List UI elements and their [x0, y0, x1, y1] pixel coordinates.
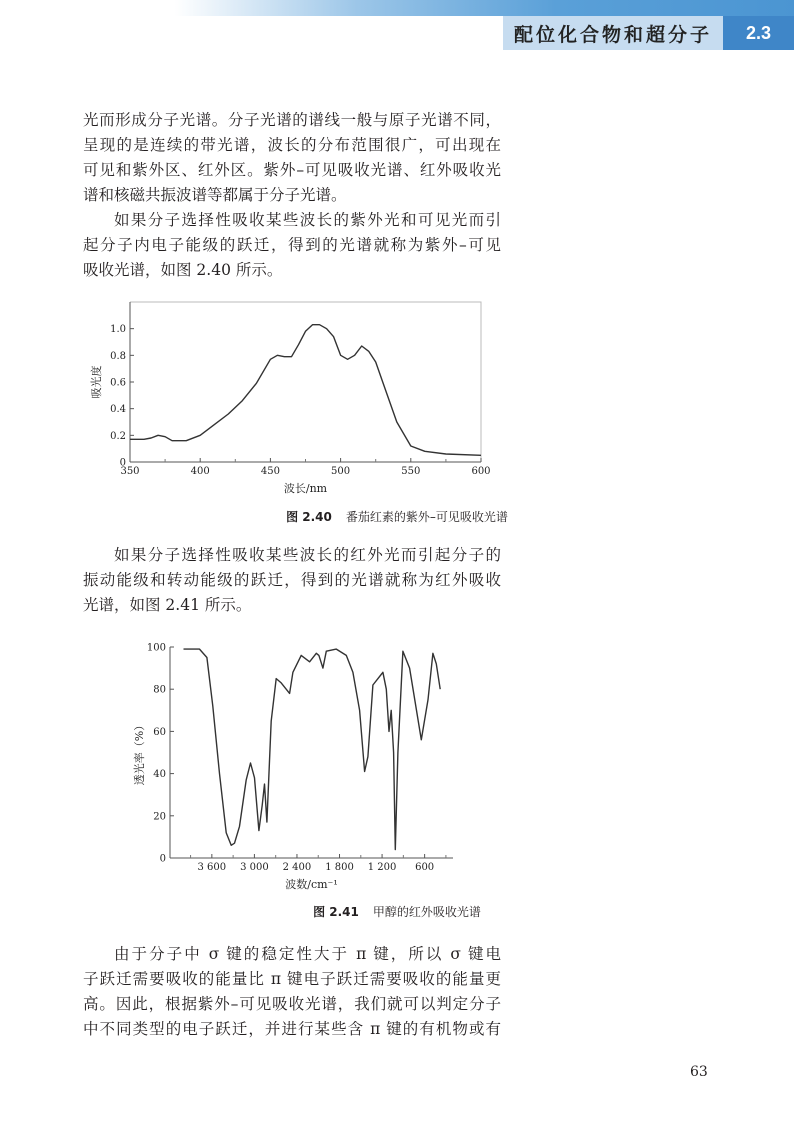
figure-number: 图 2.40 [286, 510, 332, 524]
text-line: 吸收光谱，如图 2.40 所示。 [83, 261, 283, 279]
text-line: 可见和紫外区、红外区。紫外–可见吸收光谱、红外吸收光 [83, 161, 501, 179]
x-tick-label: 2 400 [282, 862, 312, 873]
text-line: 子跃迁需要吸收的能量比 π 键电子跃迁需要吸收的能量更 [83, 970, 501, 988]
x-tick-label: 350 [120, 466, 140, 477]
page-number: 63 [690, 1064, 708, 1080]
x-tick-label: 1 200 [367, 862, 397, 873]
x-tick-label: 600 [415, 862, 435, 873]
x-tick-label: 450 [260, 466, 280, 477]
chapter-title: 配位化合物和超分子 [503, 16, 723, 50]
figure-title: 番茄红素的紫外–可见吸收光谱 [345, 510, 508, 524]
y-tick-label: 100 [146, 642, 166, 654]
x-tick-label: 3 000 [240, 862, 269, 873]
paragraph-4 [83, 942, 501, 1042]
y-tick-label: 0.4 [110, 404, 126, 416]
y-tick-label: 0 [159, 853, 166, 865]
y-tick-label: 1.0 [110, 324, 126, 336]
y-tick-label: 20 [153, 811, 166, 823]
x-tick-label: 400 [190, 466, 210, 477]
text-line: 呈现的是连续的带光谱，波长的分布范围很广，可出现在 [83, 136, 501, 154]
text-line: 中不同类型的电子跃迁，并进行某些含 π 键的有机物或有 [83, 1020, 501, 1038]
text-line: 如果分子选择性吸收某些波长的红外光而引起分子的 [114, 546, 501, 564]
text-line: 如果分子选择性吸收某些波长的紫外光和可见光而引 [114, 211, 501, 229]
x-tick-label: 1 800 [325, 862, 354, 873]
text-line: 光谱，如图 2.41 所示。 [83, 596, 252, 614]
figure-number: 图 2.41 [313, 905, 359, 919]
y-axis-label: 透光率（%） [133, 719, 146, 786]
y-tick-label: 40 [153, 769, 166, 781]
y-axis-label: 吸光度 [90, 365, 103, 399]
x-axis-label: 波长/nm [283, 482, 328, 495]
x-axis-label: 波数/cm⁻¹ [285, 878, 338, 891]
x-tick-label: 3 600 [197, 862, 227, 873]
text-line: 振动能级和转动能级的跃迁，得到的光谱就称为红外吸收 [83, 571, 501, 589]
figure-caption-2-41 [0, 903, 794, 920]
y-tick-label: 0 [119, 457, 126, 469]
text-line: 光而形成分子光谱。分子光谱的谱线一般与原子光谱不同， [83, 111, 501, 129]
text-line: 谱和核磁共振波谱等都属于分子光谱。 [83, 186, 347, 204]
text-line: 高。因此，根据紫外–可见吸收光谱，我们就可以判定分子 [83, 995, 501, 1013]
x-tick-label: 550 [401, 466, 421, 477]
x-tick-label: 600 [471, 466, 491, 477]
y-tick-label: 0.2 [110, 430, 126, 442]
figure-title: 甲醇的红外吸收光谱 [372, 905, 481, 919]
y-tick-label: 0.6 [110, 377, 126, 389]
text-line: 起分子内电子能级的跃迁，得到的光谱就称为紫外–可见 [83, 236, 501, 254]
y-tick-label: 0.8 [110, 350, 126, 362]
text-line: 由于分子中 σ 键的稳定性大于 π 键，所以 σ 键电 [114, 945, 501, 963]
y-tick-label: 80 [153, 684, 166, 696]
x-tick-label: 500 [331, 466, 351, 477]
section-number: 2.3 [723, 16, 794, 50]
y-tick-label: 60 [153, 726, 166, 738]
spectrum-line [184, 649, 441, 850]
